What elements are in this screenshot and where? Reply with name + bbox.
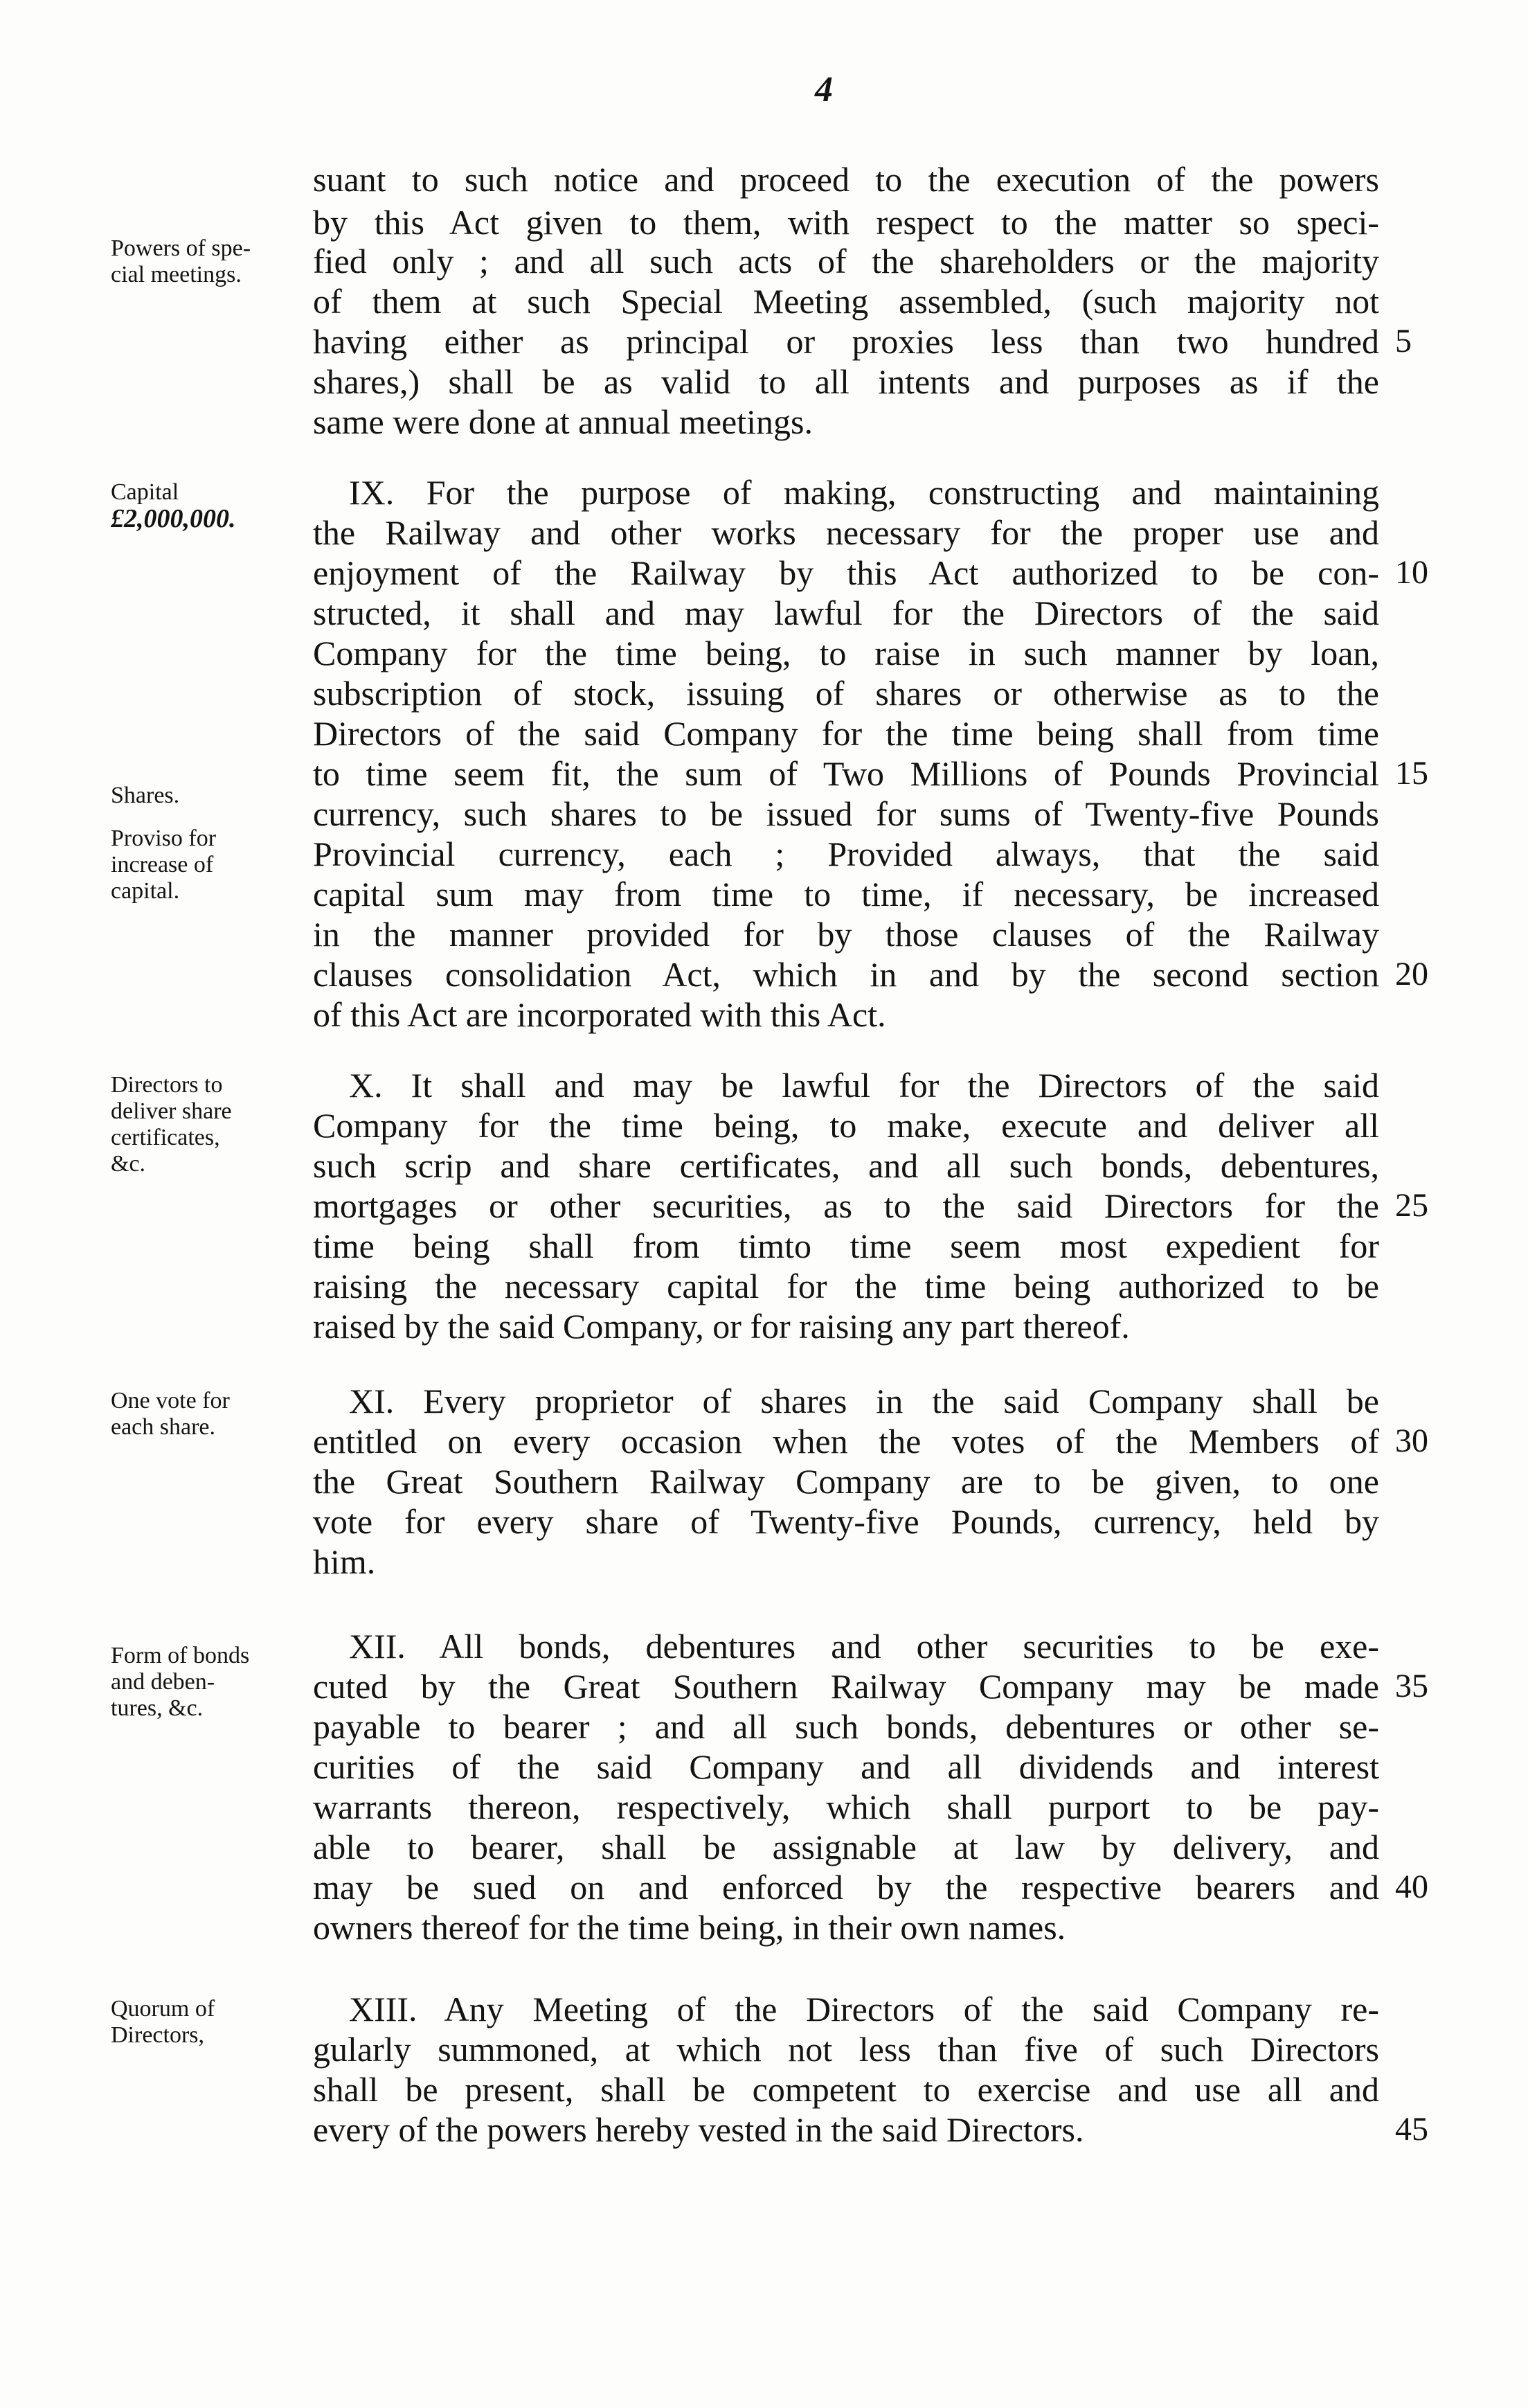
body-text-line: the Great Southern Railway Company are to be given, to one — [313, 1462, 1379, 1501]
marginal-note-powers-special-meetings — [111, 235, 312, 288]
body-text-line: structed, it shall and may lawful for the Directors of the said — [313, 594, 1379, 632]
body-text-line: the Railway and other works necessary for the proper use and — [313, 513, 1379, 552]
body-text-line: IX. For the purpose of making, constructing and maintaining — [349, 473, 1379, 512]
body-text-line: XII. All bonds, debentures and other securities to be exe- — [349, 1627, 1379, 1666]
marginal-note-shares — [111, 783, 312, 809]
body-text-line: shall be present, shall be competent to exercise and use all and — [313, 2070, 1379, 2109]
body-text-line: capital sum may from time to time, if necessary, be increased — [313, 875, 1379, 913]
marginal-note-line: each share. — [111, 1414, 216, 1440]
line-number: 45 — [1395, 2111, 1428, 2148]
marginal-note-line: Capital — [111, 479, 179, 505]
marginal-note-directors-certificates — [111, 1072, 312, 1177]
marginal-note-line: certificates, — [111, 1125, 220, 1150]
line-number: 35 — [1395, 1668, 1428, 1704]
body-text-line: in the manner provided for by those clauses of the Railway — [313, 915, 1379, 954]
body-text-line: by this Act given to them, with respect to the matter so speci- — [313, 203, 1379, 242]
line-number: 30 — [1395, 1422, 1428, 1459]
marginal-note-line: Directors, — [111, 2022, 205, 2048]
marginal-note-line: Powers of spe- — [111, 235, 251, 261]
body-text-line: him. — [313, 1542, 376, 1581]
marginal-note-form-bonds — [111, 1643, 312, 1722]
body-text-line: clauses consolidation Act, which in and by the second section — [313, 955, 1379, 994]
body-text-line: XI. Every proprietor of shares in the said Company shall be — [349, 1382, 1379, 1420]
marginal-note-line: £2,000,000. — [111, 504, 236, 533]
body-text-line: entitled on every occasion when the votes of the Members of — [313, 1422, 1379, 1461]
body-text-line: time being shall from timto time seem most expedient for — [313, 1227, 1379, 1265]
marginal-note-line: Directors to — [111, 1072, 223, 1098]
body-text-line: to time seem fit, the sum of Two Millions of Pounds Provincial — [313, 754, 1379, 793]
marginal-note-line: increase of — [111, 852, 214, 877]
body-text-line: currency, such shares to be issued for sums of Twenty-five Pounds — [313, 794, 1379, 833]
body-text-line: shares,) shall be as valid to all intents and purposes as if the — [313, 362, 1379, 401]
body-text-line: able to bearer, shall be assignable at law by delivery, and — [313, 1828, 1379, 1866]
marginal-note-line: capital. — [111, 878, 180, 904]
marginal-note-line: tures, &c. — [111, 1695, 204, 1721]
body-text-line: of them at such Special Meeting assembled, (such majority not — [313, 282, 1379, 321]
body-text-line: warrants thereon, respectively, which shall purport to be pay- — [313, 1787, 1379, 1826]
body-text-line: subscription of stock, issuing of shares or otherwise as to the — [313, 674, 1379, 713]
body-text-line: Directors of the said Company for the time being shall from time — [313, 714, 1379, 753]
line-number: 15 — [1395, 755, 1428, 792]
body-text-line: may be sued on and enforced by the respective bearers and — [313, 1868, 1379, 1907]
marginal-note-line: and deben- — [111, 1669, 215, 1695]
body-text-line: every of the powers hereby vested in the said Directors. — [313, 2110, 1084, 2149]
body-text-line: such scrip and share certificates, and all such bonds, debentures, — [313, 1146, 1379, 1185]
line-number: 5 — [1395, 323, 1412, 359]
marginal-note-line: One vote for — [111, 1388, 230, 1413]
body-text-line: owners thereof for the time being, in their own names. — [313, 1908, 1066, 1947]
marginal-note-line: Quorum of — [111, 1996, 215, 2022]
line-number: 25 — [1395, 1187, 1428, 1224]
body-text-line: having either as principal or proxies less than two hundred — [313, 322, 1379, 361]
marginal-note-one-vote — [111, 1388, 312, 1441]
marginal-note-line: cial meetings. — [111, 262, 242, 287]
body-text-line: suant to such notice and proceed to the execution of the powers — [313, 160, 1379, 199]
marginal-note-line: &c. — [111, 1151, 146, 1177]
marginal-note-capital — [111, 479, 312, 532]
marginal-note-proviso — [111, 826, 312, 904]
body-text-line: Provincial currency, each ; Provided always, that the said — [313, 835, 1379, 873]
body-text-line: raising the necessary capital for the time being authorized to be — [313, 1267, 1379, 1305]
body-text-line: Company for the time being, to raise in such manner by loan, — [313, 634, 1379, 672]
body-text-line: of this Act are incorporated with this Act. — [313, 995, 886, 1034]
body-text-line: fied only ; and all such acts of the shareholders or the majority — [313, 242, 1379, 280]
body-text-line: same were done at annual meetings. — [313, 402, 813, 441]
marginal-note-quorum — [111, 1996, 312, 2049]
body-text-line: Company for the time being, to make, execute and deliver all — [313, 1106, 1379, 1145]
marginal-note-line: Shares. — [111, 783, 180, 808]
body-text-line: raised by the said Company, or for raising any part thereof. — [313, 1307, 1130, 1346]
page-number: 4 — [815, 70, 833, 109]
line-number: 20 — [1395, 956, 1428, 992]
body-text-line: cuted by the Great Southern Railway Company may be made — [313, 1667, 1379, 1706]
marginal-note-line: Form of bonds — [111, 1643, 250, 1668]
marginal-note-line: Proviso for — [111, 826, 217, 851]
body-text-line: curities of the said Company and all dividends and interest — [313, 1747, 1379, 1786]
body-text-line: gularly summoned, at which not less than five of such Directors — [313, 2030, 1379, 2069]
body-text-line: vote for every share of Twenty-five Pounds, currency, held by — [313, 1502, 1379, 1541]
line-number: 10 — [1395, 554, 1428, 591]
line-number: 40 — [1395, 1869, 1428, 1905]
marginal-note-line: deliver share — [111, 1098, 232, 1124]
body-text-line: X. It shall and may be lawful for the Directors of the said — [349, 1066, 1379, 1105]
body-text-line: payable to bearer ; and all such bonds, debentures or other se- — [313, 1707, 1379, 1746]
body-text-line: mortgages or other securities, as to the said Directors for the — [313, 1186, 1379, 1225]
body-text-line: XIII. Any Meeting of the Directors of the said Company re- — [349, 1990, 1379, 2028]
body-text-line: enjoyment of the Railway by this Act authorized to be con- — [313, 553, 1379, 592]
